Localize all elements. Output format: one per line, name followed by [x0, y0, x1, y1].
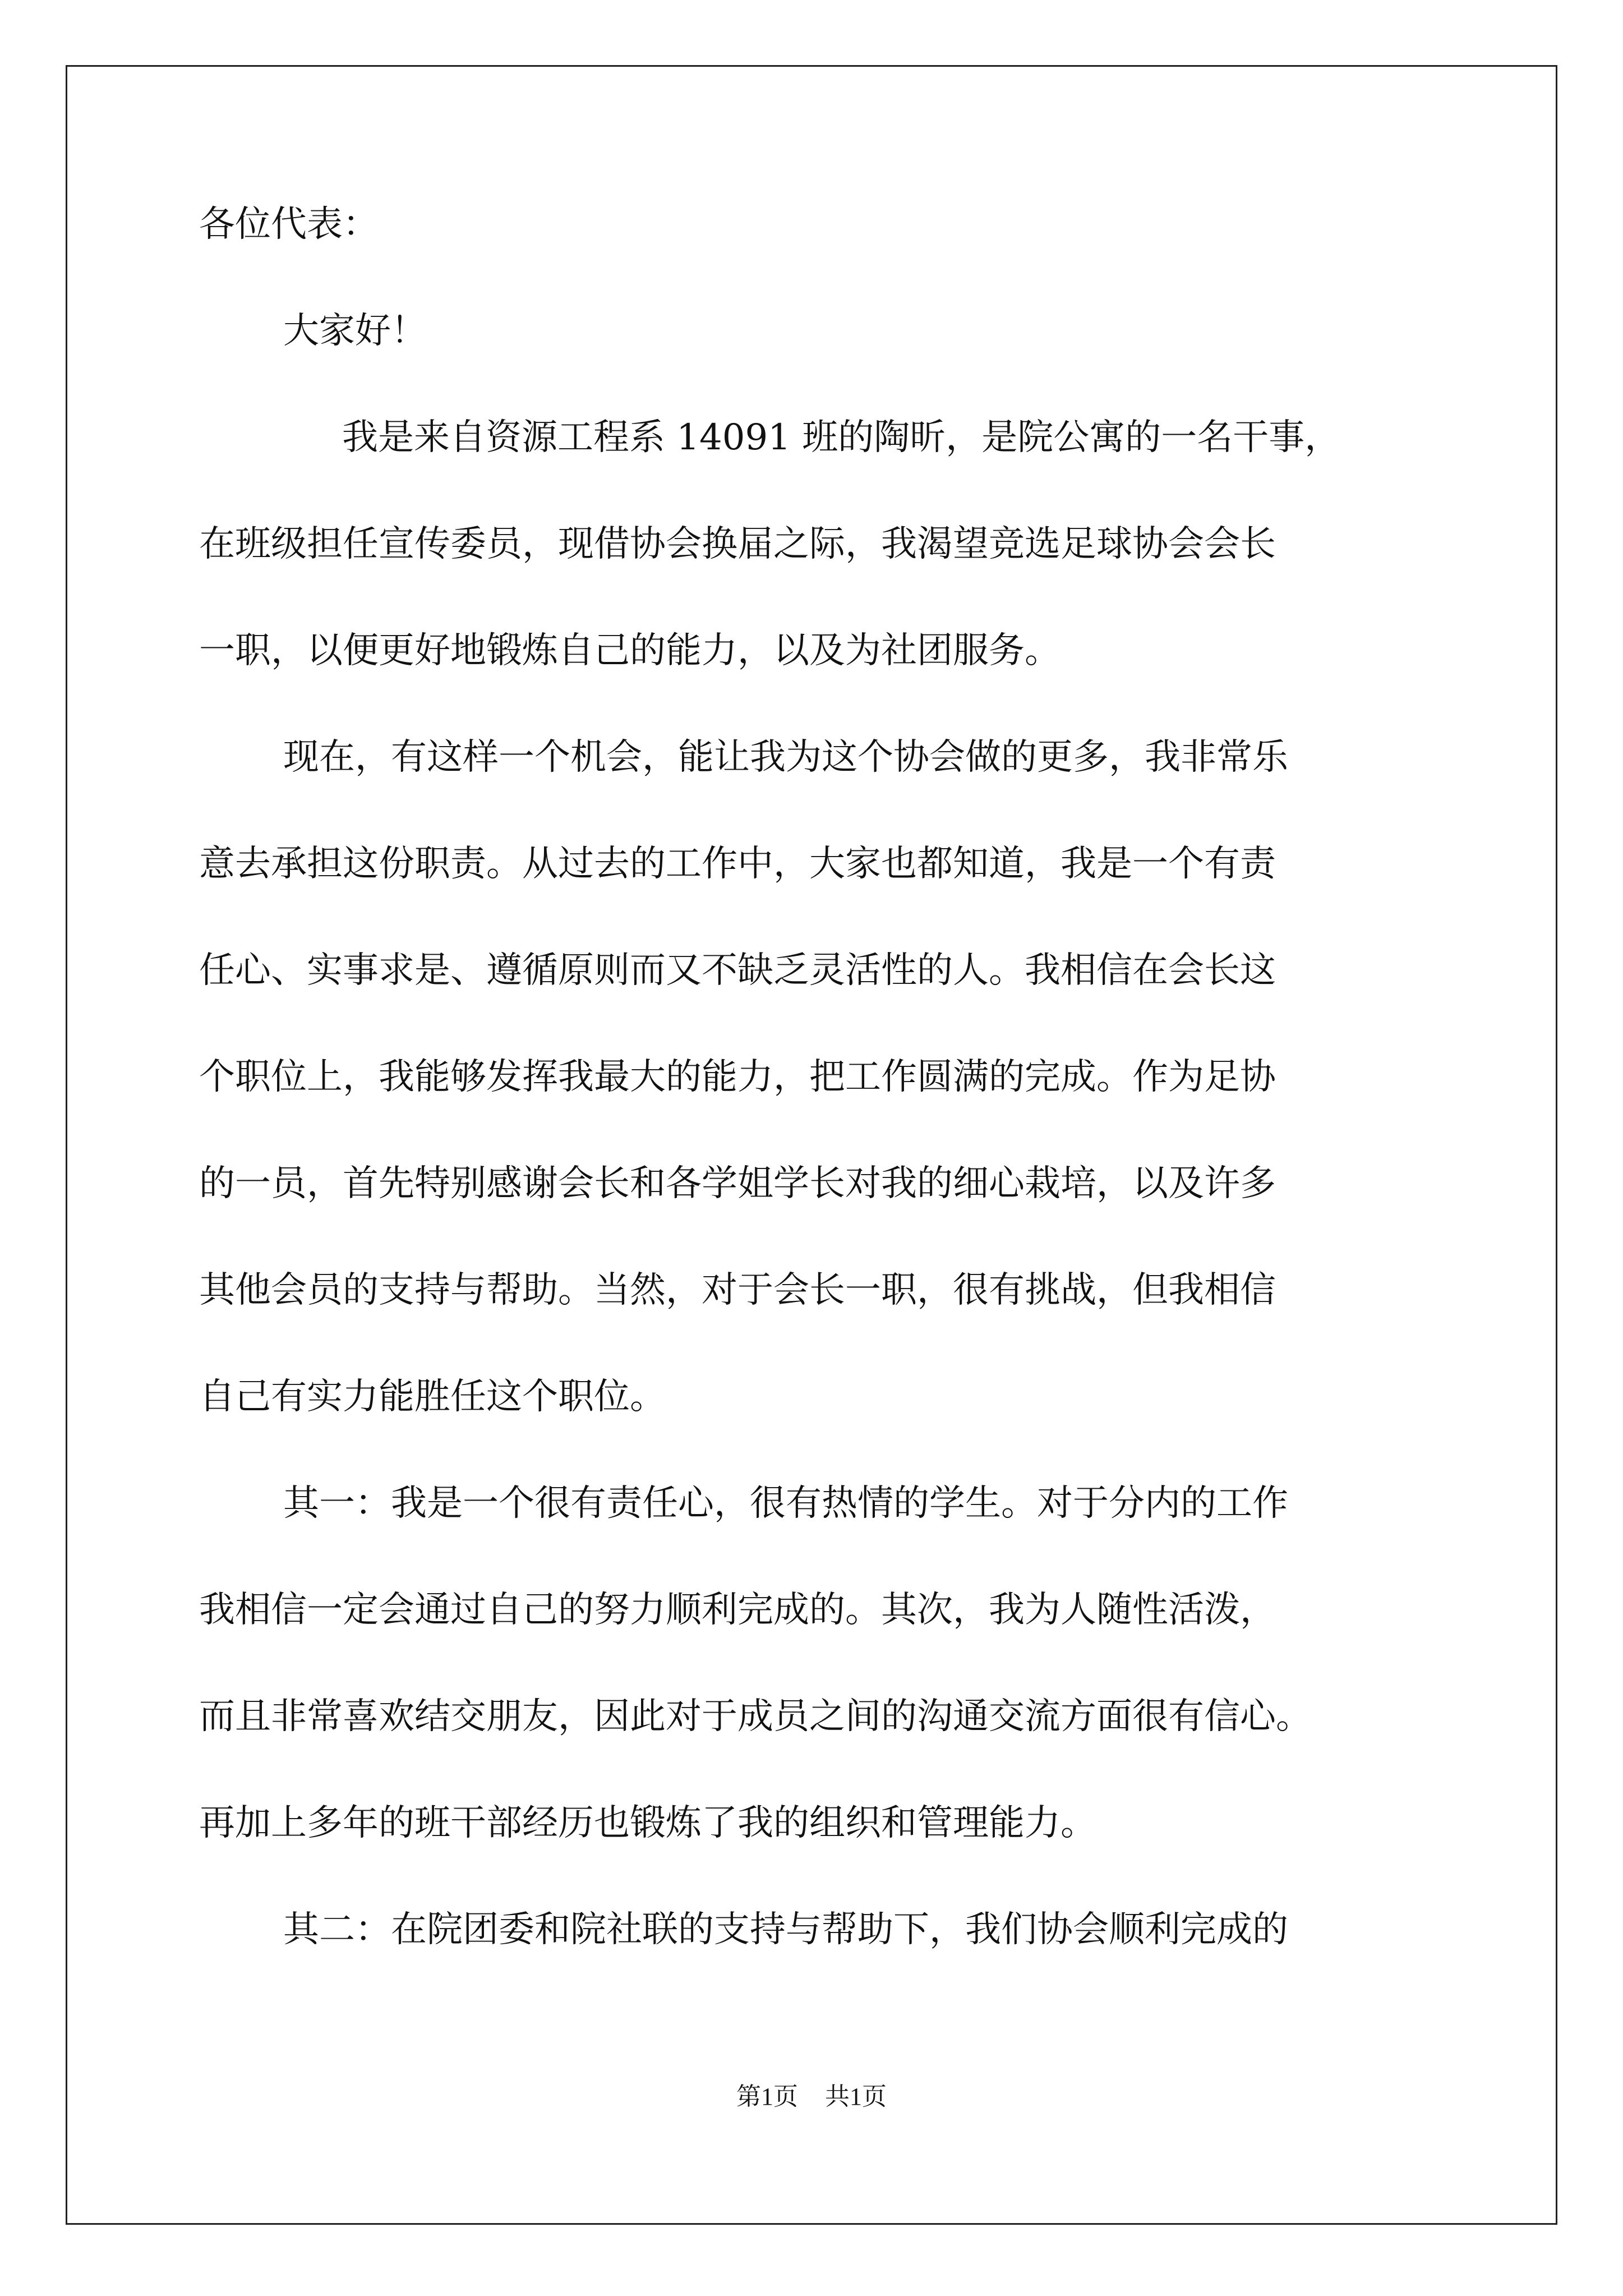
- paragraph-line: 现在，有这样一个机会，能让我为这个协会做的更多，我非常乐: [283, 737, 1288, 778]
- paragraph-line: 的一员，首先特别感谢会长和各学姐学长对我的细心栽培，以及许多: [199, 1163, 1276, 1204]
- paragraph-line: 再加上多年的班干部经历也锻炼了我的组织和管理能力。: [199, 1802, 1096, 1844]
- paragraph-line: 在班级担任宣传委员，现借协会换届之际，我渴望竞选足球协会会长: [199, 523, 1276, 565]
- page-footer: [0, 2081, 1623, 2113]
- paragraph-line: 其一：我是一个很有责任心，很有热情的学生。对于分内的工作: [283, 1483, 1288, 1524]
- paragraph-line: 一职，以便更好地锻炼自己的能力，以及为社团服务。: [199, 630, 1061, 671]
- page-total: 共1页: [825, 2083, 887, 2110]
- greeting: 大家好！: [283, 310, 427, 352]
- page-number: 第1页: [736, 2083, 798, 2110]
- paragraph-line: 其他会员的支持与帮助。当然，对于会长一职，很有挑战，但我相信: [199, 1269, 1276, 1311]
- paragraph-line: 其二：在院团委和院社联的支持与帮助下，我们协会顺利完成的: [283, 1909, 1288, 1950]
- paragraph-line: 任心、实事求是、遵循原则而又不缺乏灵活性的人。我相信在会长这: [199, 950, 1276, 991]
- page-border: [66, 65, 1557, 2225]
- paragraph-line: 我相信一定会通过自己的努力顺利完成的。其次，我为人随性活泼，: [199, 1589, 1276, 1631]
- paragraph-line: 我是来自资源工程系 14091 班的陶昕，是院公寓的一名干事，: [342, 417, 1341, 458]
- paragraph-line: 个职位上，我能够发挥我最大的能力，把工作圆满的完成。作为足协: [199, 1056, 1276, 1098]
- paragraph-line: 意去承担这份职责。从过去的工作中，大家也都知道，我是一个有责: [199, 843, 1276, 885]
- paragraph-line: 而且非常喜欢结交朋友，因此对于成员之间的沟通交流方面很有信心。: [199, 1696, 1312, 1737]
- salutation: 各位代表：: [199, 204, 379, 245]
- paragraph-line: 自己有实力能胜任这个职位。: [199, 1376, 666, 1418]
